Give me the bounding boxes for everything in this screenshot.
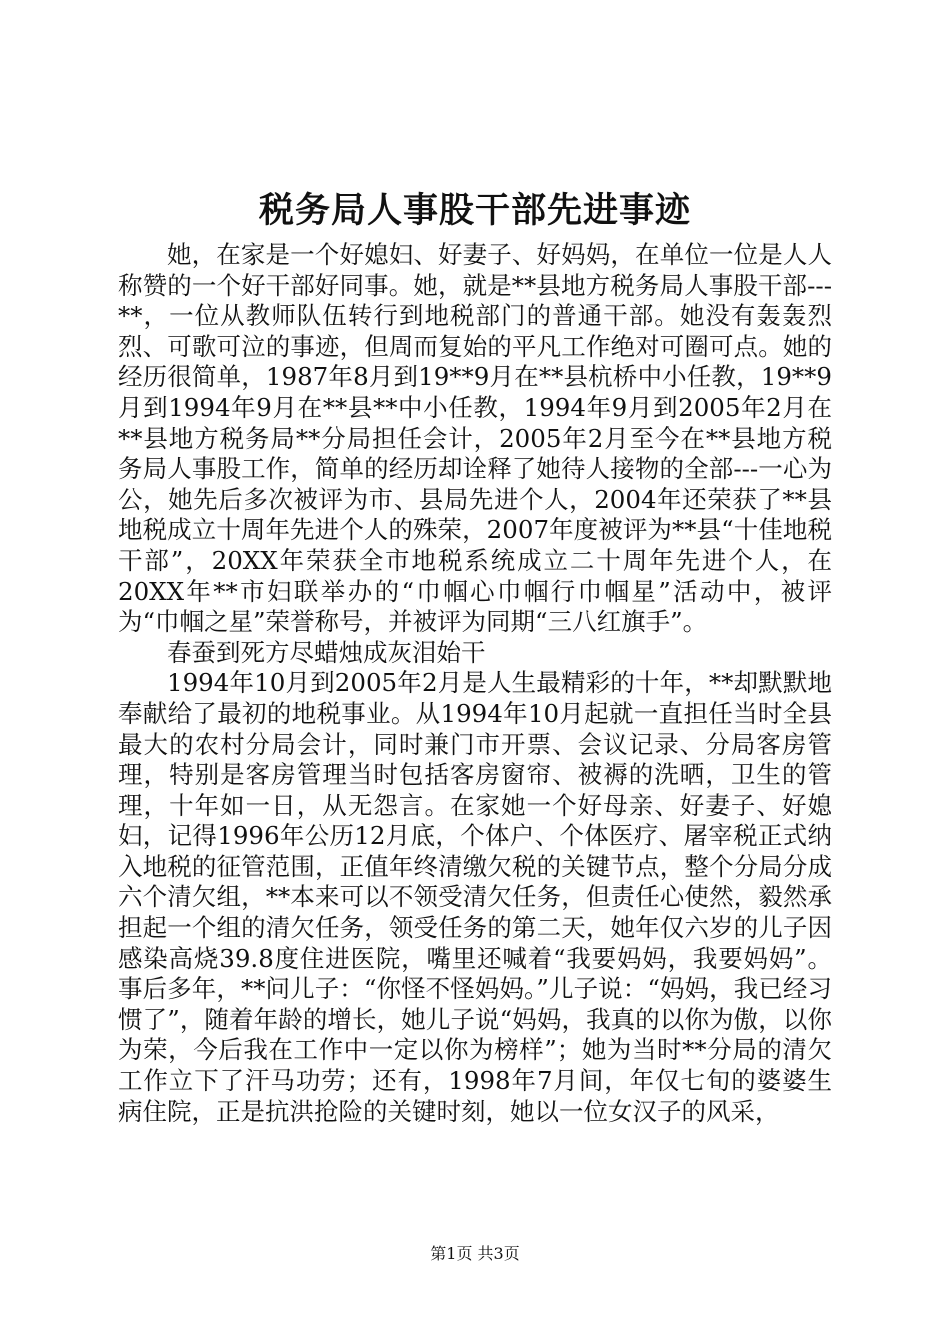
paragraph-career: 1994年10月到2005年2月是人生最精彩的十年，**却默默地奉献给了最初的地税事业。从1994年10月起就一直担任当时全县最大的农村分局会计，同时兼门市开票、会议记录、分局客房管理，特别是客房管理当时包括客房窗帘、被褥的洗晒，卫生的管理，十年如一日，从无怨言。在家她一个好母亲、好妻子、好媳妇，记得1996年公历12月底，个体户、个体医疗、屠宰税正式纳入地税的征管范围，正值年终清缴欠税的关键节点，整个分局分成六个清欠组，**本来可以不领受清欠任务，但责任心使然，毅然承担起一个组的清欠任务，领受任务的第二天，她年仅六岁的儿子因感染高烧39.8度住进医院，嘴里还喊着“我要妈妈，我要妈妈”。事后多年，**问儿子：“你怪不怪妈妈。”儿子说：“妈妈，我已经习惯了”，随着年龄的增长，她儿子说“妈妈，我真的以你为傲，以你为荣，今后我在工作中一定以你为榜样”；她为当时**分局的清欠工作立下了汗马功劳；还有，1998年7月间，年仅七旬的婆婆生病住院，正是抗洪抢险的关键时刻，她以一位女汉子的风采， xyxy=(118,668,832,1126)
document-body xyxy=(118,240,832,1127)
paragraph-intro: 她，在家是一个好媳妇、好妻子、好妈妈，在单位一位是人人称赞的一个好干部好同事。她，就是**县地方税务局人事股干部---**，一位从教师队伍转行到地税部门的普通干部。她没有轰轰烈烈、可歌可泣的事迹，但周而复始的平凡工作绝对可圈可点。她的经历很简单，1987年8月到19**9月在**县杭桥中小任教，19**9月到1994年9月在**县**中小任教，1994年9月到2005年2月在**县地方税务局**分局担任会计，2005年2月至今在**县地方税务局人事股工作，简单的经历却诠释了她待人接物的全部---一心为公，她先后多次被评为市、县局先进个人，2004年还荣获了**县地税成立十周年先进个人的殊荣，2007年度被评为**县“十佳地税干部”，20XX年荣获全市地税系统成立二十周年先进个人，在20XX年**市妇联举办的“巾帼心巾帼行巾帼星”活动中，被评为“巾帼之星”荣誉称号，并被评为同期“三八红旗手”。 xyxy=(118,240,832,637)
section-subheading: 春蚕到死方尽蜡烛成灰泪始干 xyxy=(167,637,486,667)
document-title: 税务局人事股干部先进事迹 xyxy=(258,190,691,231)
page-number-footer: 第1页 共3页 xyxy=(430,1244,520,1263)
